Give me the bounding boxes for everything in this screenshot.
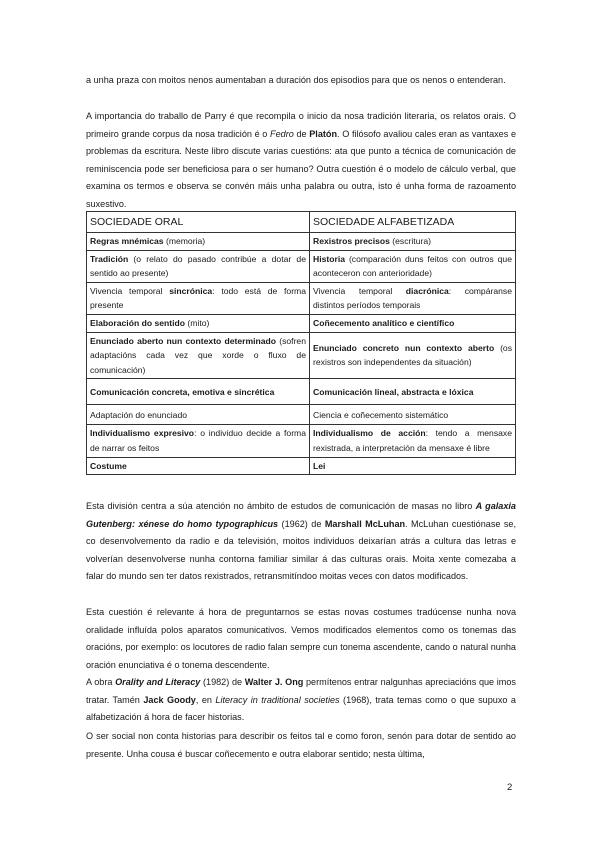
table-row — [87, 233, 516, 251]
paragraph-ong — [86, 674, 516, 727]
page-number: 2 — [507, 782, 513, 793]
table-cell: Individualismo expresivo: o individuo decide a forma de narrar os feitos — [87, 425, 310, 457]
author-name: Walter J. Ong — [244, 677, 304, 687]
table-cell: Ciencia e coñecemento sistemático — [310, 405, 516, 425]
text-span: (1982) de — [200, 677, 245, 687]
table-row — [87, 332, 516, 379]
text-span: Esta división centra a súa atención no ámbito de estudos de comunicación de masas no libro — [86, 501, 476, 511]
paragraph-intro: a unha praza con moitos nenos aumentaban a duración dos episodios para que os nenos o entenderan. — [86, 75, 506, 85]
text-span: permítenos entrar nalgunhas apreciacións que imos tratar. Tamén — [86, 677, 516, 705]
table-cell: Vivencia temporal sincrónica: todo está de forma presente — [87, 282, 310, 314]
table-cell: Comunicación lineal, abstracta e lóxica — [310, 379, 516, 405]
table-cell: Individualismo de acción: tendo a mensaxe rexistrada, a interpretación da mensaxe é libre — [310, 425, 516, 457]
table-cell: Elaboración do sentido (mito) — [87, 314, 310, 332]
paragraph-social: O ser social non conta historias para describir os feitos tal e como foron, senón para dotar de sentido ao presente. Unha cousa é buscar coñecemento e outra elaborar sentido; nesta última, — [86, 731, 516, 759]
table-cell: Historia (comparación duns feitos con outros que aconteceron con anterioridade) — [310, 250, 516, 282]
paragraph-mcluhan — [86, 498, 516, 586]
paragraph-parry — [86, 108, 516, 214]
text-span: . McLuhan cuestiónase se, co desenvolvemento da radio e da televisión, moitos individuos deixarían atrás a cultura das letras e volverían desenvolverse nunha contorna familiar similar á das culturas orais. Moita xente comezaba a falar do mundo sen ter datos rexistrados, retransmitíndoo moitas veces con datos modificados. — [86, 518, 516, 582]
author-name: Platón — [309, 128, 338, 139]
table-cell: Regras mnémicas (memoria) — [87, 233, 310, 251]
header-oral: SOCIEDADE ORAL — [87, 212, 310, 233]
text-span: de — [293, 128, 310, 139]
table-cell: Enunciado aberto nun contexto determinado (sofren adaptacións cada vez que xorde o fluxo de comunicación) — [87, 332, 310, 379]
table-cell: Rexistros precisos (escritura) — [310, 233, 516, 251]
table-cell: Costume — [87, 457, 310, 475]
table-cell: Tradición (o relato do pasado contribúe a dotar de sentido ao presente) — [87, 250, 310, 282]
text-span: A obra — [86, 677, 116, 687]
book-title: A galaxia Gutenberg: xénese do homo typographicus — [86, 501, 516, 529]
table-cell: Adaptación do enunciado — [87, 405, 310, 425]
text-span: (1968), trata temas como o que supuxo a alfabetización á hora de facer historias. — [86, 694, 516, 723]
table-row — [87, 314, 516, 332]
table-cell: Vivencia temporal diacrónica: compáranse distintos períodos temporais — [310, 282, 516, 314]
table-cell: Enunciado concreto nun contexto aberto (os rexistros son independentes da situación) — [310, 332, 516, 379]
text-span: , en — [195, 694, 216, 705]
book-title: Fedro — [270, 128, 294, 139]
table-cell: Coñecemento analítico e científico — [310, 314, 516, 332]
comparison-table — [86, 211, 516, 475]
book-title: Literacy in traditional societies — [215, 694, 340, 705]
paragraph-orality: Esta cuestión é relevante á hora de preguntarnos se estas novas costumes tradúcense nunha nova oralidade influída polos aparatos comunicativos. Vemos modificados elementos como os tonemas das oracións, por exemplo: os locutores de radio falan sempre cun tonema ascendente, cando o natural nunha oración enunciativa é o tonema descendente. — [86, 607, 516, 670]
table-row — [87, 282, 516, 314]
table-header-row — [87, 212, 516, 233]
text-span: . O filósofo avaliou cales eran as vantaxes e problemas da escritura. Neste libro discute varias cuestións: ata que punto a técnica de comunicación de reminiscencia pode ser beneficiosa para o ser humano? Outra cuestión é o modelo de cálculo verbal, que examina os termos e observa se convén máis unha palabra ou outra, isto é unha forma de razoamento suxestivo. — [86, 128, 516, 209]
text-span: A importancia do traballo de Parry é que recompila o inicio da nosa tradición literaria, os relatos orais. O primeiro grande corpus da nosa tradición é o — [86, 111, 516, 139]
header-literate: SOCIEDADE ALFABETIZADA — [310, 212, 516, 233]
table-row — [87, 379, 516, 405]
table-cell: Comunicación concreta, emotiva e sincrética — [87, 379, 310, 405]
table-row — [87, 425, 516, 457]
text-span: (1962) de — [278, 518, 325, 529]
author-name: Jack Goody — [143, 694, 196, 705]
table-cell: Lei — [310, 457, 516, 475]
table-row — [87, 405, 516, 425]
author-name: Marshall McLuhan — [324, 518, 406, 529]
table-row — [87, 250, 516, 282]
table-row — [87, 457, 516, 475]
book-title: Orality and Literacy — [115, 677, 201, 687]
